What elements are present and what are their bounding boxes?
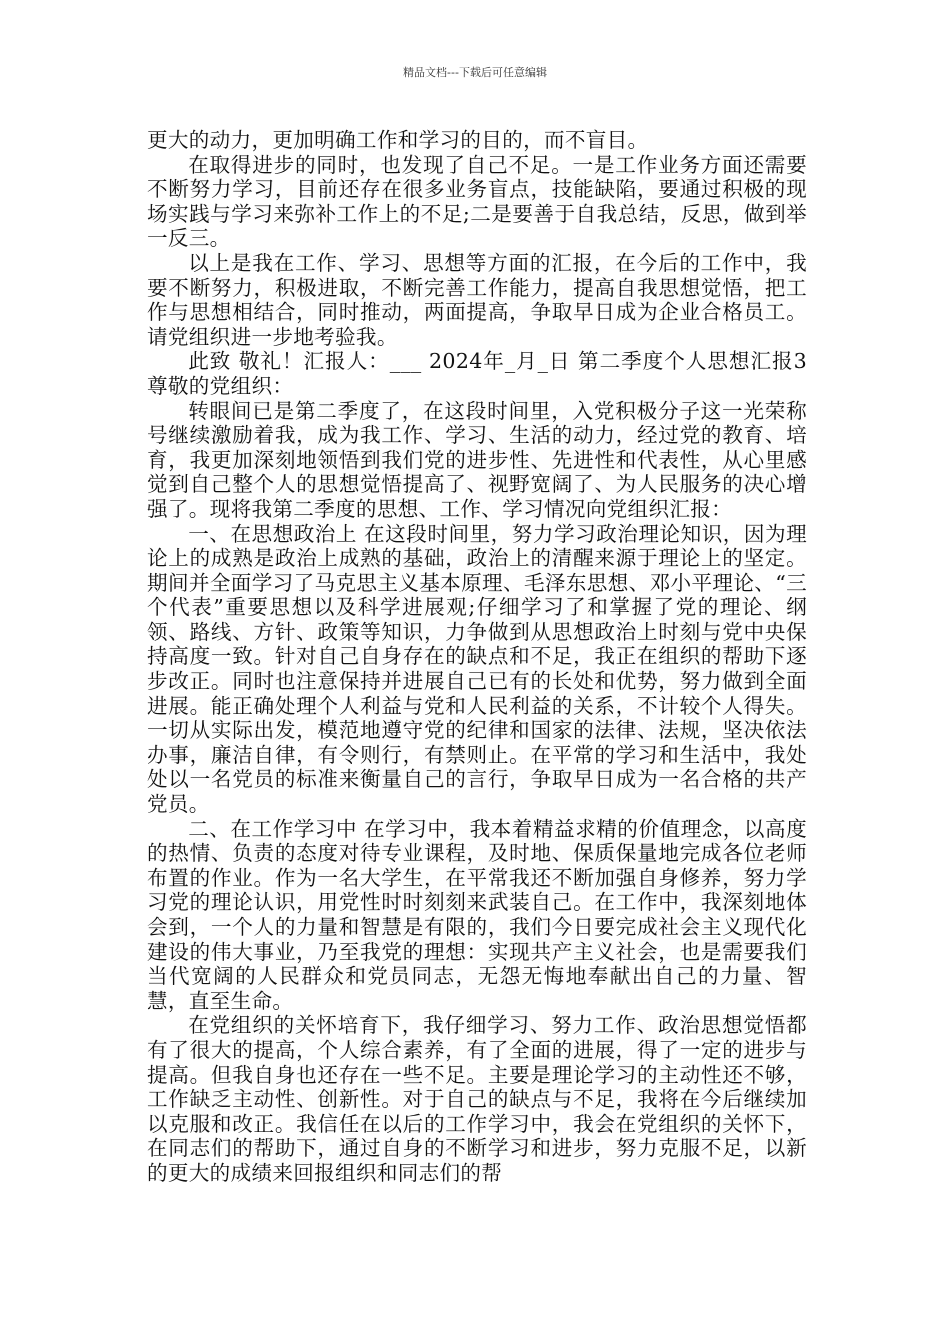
paragraph: 此致 敬礼！汇报人：___ 2024年_月_日 第二季度个人思想汇报3 尊敬的党组织： bbox=[147, 349, 807, 398]
paragraph: 在党组织的关怀培育下，我仔细学习、努力工作、政治思想觉悟都有了很大的提高，个人综合素养，有了全面的进展，得了一定的进步与提高。但我自身也还存在一些不足。主要是理论学习的主动性还不够，工作缺乏主动性、创新性。对于自己的缺点与不足，我将在今后继续加以克服和改正。我信任在以后的工作学习中，我会在党组织的关怀下，在同志们的帮助下，通过自身的不断学习和进步，努力克服不足，以新的更大的成绩来回报组织和同志们的帮 bbox=[147, 1013, 807, 1185]
document-body bbox=[147, 128, 807, 1186]
paragraph: 一、在思想政治上 在这段时间里，努力学习政治理论知识，因为理论上的成熟是政治上成熟的基础，政治上的清醒来源于理论上的坚定。期间并全面学习了马克思主义基本原理、毛泽东思想、邓小平理论、“三个代表”重要思想以及科学进展观;仔细学习了和掌握了党的理论、纲领、路线、方针、政策等知识，力争做到从思想政治上时刻与党中央保持高度一致。针对自己自身存在的缺点和不足，我正在组织的帮助下逐步改正。同时也注意保持并进展自己已有的长处和优势，努力做到全面进展。能正确处理个人利益与党和人民利益的关系，不计较个人得失。一切从实际出发，模范地遵守党的纪律和国家的法律、法规，坚决依法办事，廉洁自律，有令则行，有禁则止。在平常的学习和生活中，我处处以一名党员的标准来衡量自己的言行，争取早日成为一名合格的共产党员。 bbox=[147, 521, 807, 817]
paragraph: 更大的动力，更加明确工作和学习的目的，而不盲目。 bbox=[147, 128, 649, 152]
paragraph: 二、在工作学习中 在学习中，我本着精益求精的价值理念，以高度的热情、负责的态度对待专业课程，及时地、保质保量地完成各位老师布置的作业。作为一名大学生，在平常我还不断加强自身修养，努力学习党的理论认识，用党性时时刻刻来武装自己。在工作中，我深刻地体会到，一个人的力量和智慧是有限的，我们今日要完成社会主义现代化建设的伟大事业，乃至我党的理想：实现共产主义社会，也是需要我们当代宽阔的人民群众和党员同志，无怨无悔地奉献出自己的力量、智慧，直至生命。 bbox=[147, 816, 807, 1013]
paragraph: 在取得进步的同时，也发现了自己不足。一是工作业务方面还需要不断努力学习，目前还存在很多业务盲点，技能缺陷，要通过积极的现场实践与学习来弥补工作上的不足;二是要善于自我总结，反思，做到举一反三。 bbox=[147, 152, 807, 251]
paragraph: 以上是我在工作、学习、思想等方面的汇报，在今后的工作中，我要不断努力，积极进取，不断完善工作能力，提高自我思想觉悟，把工作与思想相结合，同时推动，两面提高，争取早日成为企业合格员工。请党组织进一步地考验我。 bbox=[147, 250, 807, 349]
page-header: 精品文档---下载后可任意编辑 bbox=[403, 66, 547, 79]
paragraph: 转眼间已是第二季度了，在这段时间里，入党积极分子这一光荣称号继续激励着我，成为我工作、学习、生活的动力，经过党的教育、培育，我更加深刻地领悟到我们党的进步性、先进性和代表性，从心里感觉到自己整个人的思想觉悟提高了、视野宽阔了、为人民服务的决心增强了。现将我第二季度的思想、工作、学习情况向党组织汇报： bbox=[147, 398, 807, 521]
